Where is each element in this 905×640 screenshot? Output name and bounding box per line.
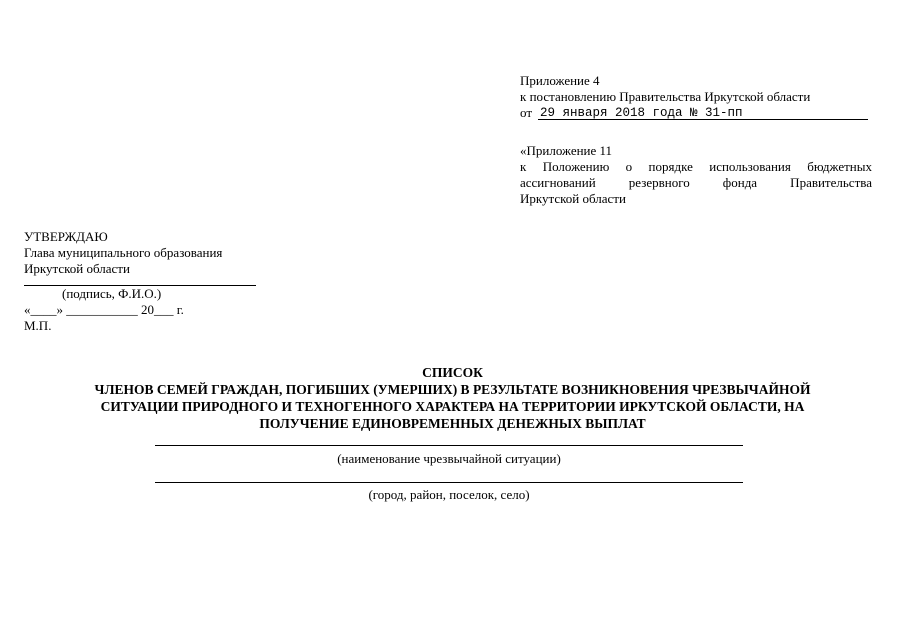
title-line-2: ЧЛЕНОВ СЕМЕЙ ГРАЖДАН, ПОГИБШИХ (УМЕРШИХ) В РЕЗУЛЬТАТЕ ВОЗНИКНОВЕНИЯ ЧРЕЗВЫЧАЙНОЙ (94, 382, 811, 397)
approval-date-line: «____» ___________ 20___ г. (24, 302, 184, 317)
emergency-name-line (155, 445, 743, 446)
regulation-line-2: к Положению о порядке использования бюджетных (520, 159, 872, 174)
approval-title: УТВЕРЖДАЮ (24, 229, 108, 244)
appendix-resolution: к постановлению Правительства Иркутской области (520, 89, 811, 104)
approval-position: Глава муниципального образования (24, 245, 223, 260)
approval-block (24, 229, 324, 334)
document-title (20, 364, 885, 432)
location-caption: (город, район, поселок, село) (368, 487, 530, 502)
approval-region: Иркутской области (24, 261, 130, 276)
location-line (155, 482, 743, 483)
appendix-date-row (520, 105, 875, 121)
appendix-date-value: 29 января 2018 года № 31-пп (540, 106, 743, 120)
appendix-date-prefix: от (520, 105, 533, 120)
signature-caption: (подпись, Ф.И.О.) (62, 286, 162, 301)
regulation-block (520, 143, 872, 207)
title-line-3: СИТУАЦИИ ПРИРОДНОГО И ТЕХНОГЕННОГО ХАРАКТЕРА НА ТЕРРИТОРИИ ИРКУТСКОЙ ОБЛАСТИ, НА (100, 399, 805, 414)
title-line-1: СПИСОК (422, 365, 483, 380)
title-line-4: ПОЛУЧЕНИЕ ЕДИНОВРЕМЕННЫХ ДЕНЕЖНЫХ ВЫПЛАТ (259, 416, 646, 431)
appendix-number: Приложение 4 (520, 73, 600, 88)
seal-label: М.П. (24, 318, 52, 333)
regulation-line-3: ассигнований резервного фонда Правительства (520, 175, 872, 190)
appendix-date-underline (538, 119, 868, 120)
regulation-appendix-number: «Приложение 11 (520, 143, 613, 158)
regulation-line-4: Иркутской области (520, 191, 626, 206)
appendix-block (520, 73, 875, 121)
emergency-name-caption: (наименование чрезвычайной ситуации) (337, 451, 561, 466)
signature-line (24, 277, 256, 286)
